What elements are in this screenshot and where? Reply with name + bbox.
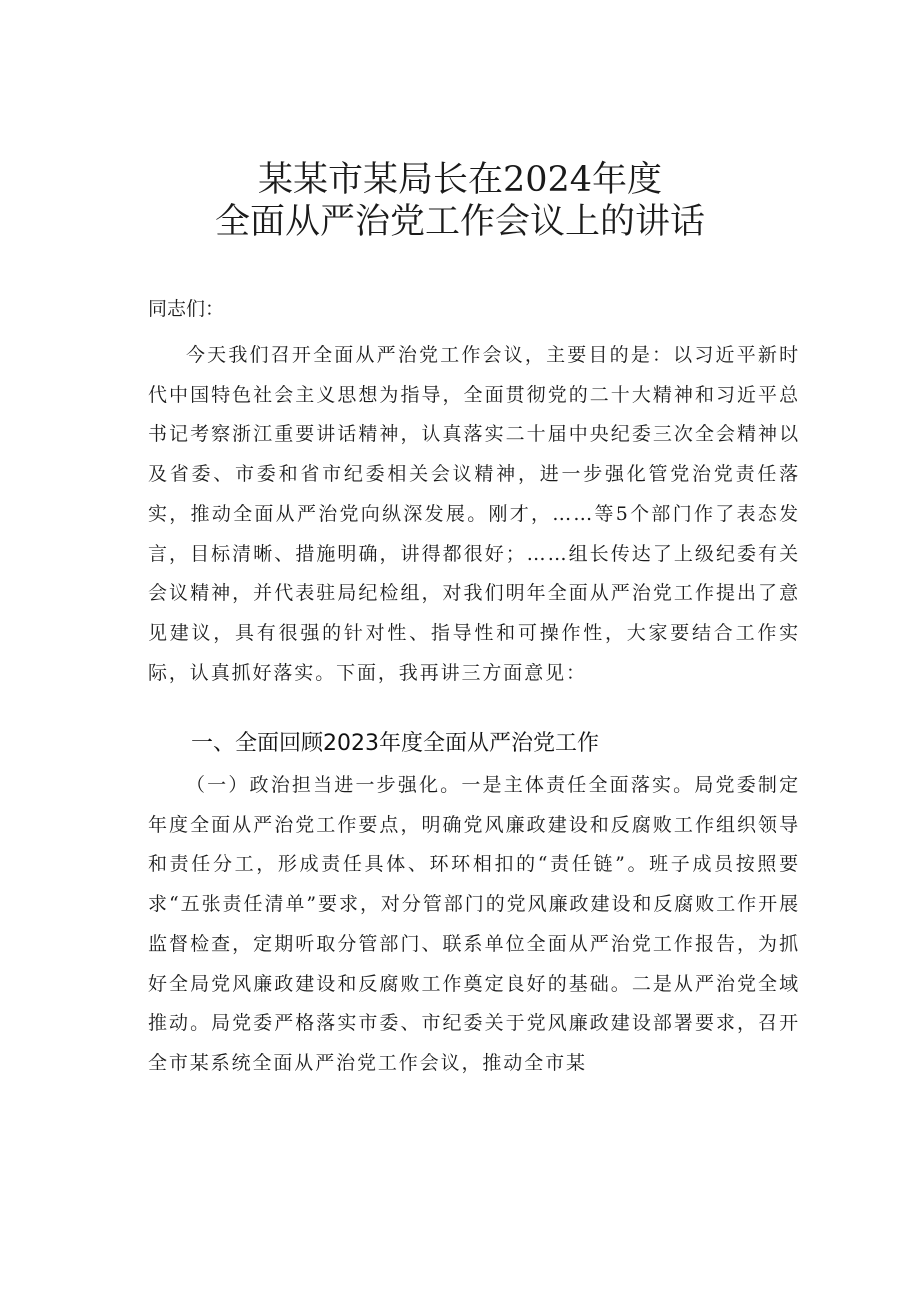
salutation: 同志们：: [148, 298, 225, 320]
paragraph-intro: 今天我们召开全面从严治党工作会议，主要目的是：以习近平新时代中国特色社会主义思想为指导，全面贯彻党的二十大精神和习近平总书记考察浙江重要讲话精神，认真落实二十届中央纪委三次全会精神以及省委、市委和省市纪委相关会议精神，进一步强化管党治党责任落实，推动全面从严治党向纵深发展。刚才，……等5个部门作了表态发言，目标清晰、措施明确，讲得都很好；……组长传达了上级纪委有关会议精神，并代表驻局纪检组，对我们明年全面从严治党工作提出了意见建议，具有很强的针对性、指导性和可操作性，大家要结合工作实际，认真抓好落实。下面，我再讲三方面意见：: [148, 344, 800, 684]
paragraph-section-1-1: （一）政治担当进一步强化。一是主体责任全面落实。局党委制定年度全面从严治党工作要点，明确党风廉政建设和反腐败工作组织领导和责任分工，形成责任具体、环环相扣的“责任链”。班子成员按照要求“五张责任清单”要求，对分管部门的党风廉政建设和反腐败工作开展监督检查，定期听取分管部门、联系单位全面从严治党工作报告，为抓好全局党风廉政建设和反腐败工作奠定良好的基础。二是从严治党全域推动。局党委严格落实市委、市纪委关于党风廉政建设部署要求，召开全市某系统全面从严治党工作会议，推动全市某: [148, 774, 800, 1074]
document-title-line-2: 全面从严治党工作会议上的讲话: [214, 202, 705, 242]
section-heading-1: 一、全面回顾2023年度全面从严治党工作: [191, 731, 599, 756]
document-title-line-1: 某某市某局长在2024年度: [257, 160, 663, 200]
